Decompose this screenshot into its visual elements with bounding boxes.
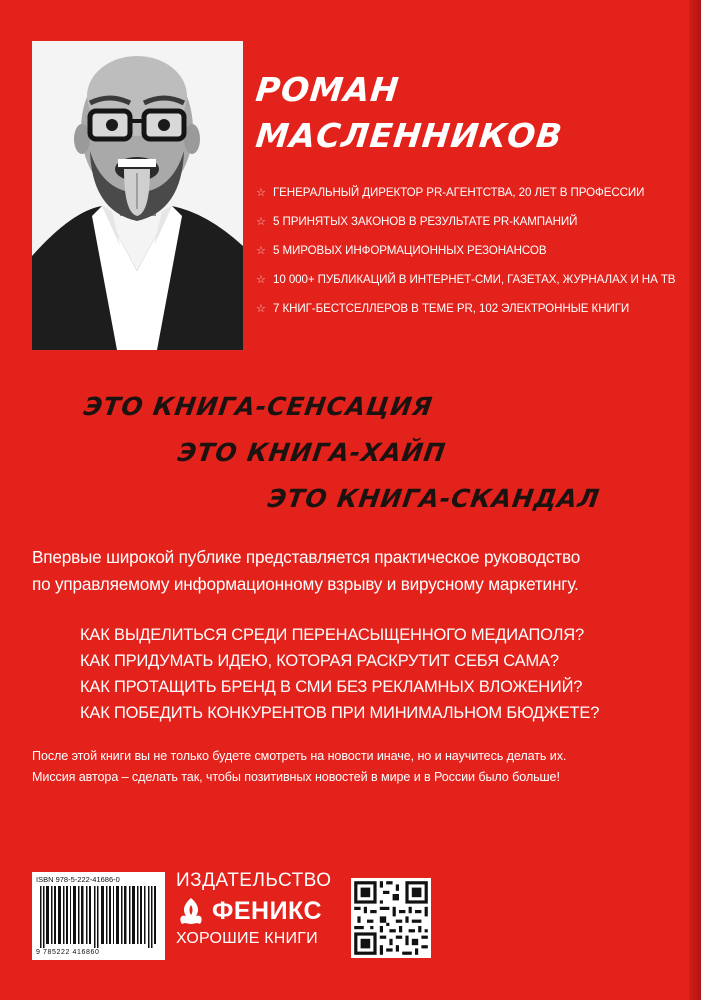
outro-line: Миссия автора – сделать так, чтобы позитивных новостей в мире и в России было больше! — [32, 770, 560, 784]
questions-list — [80, 622, 680, 726]
barcode-icon — [40, 886, 158, 948]
question-item: КАК ПОБЕДИТЬ КОНКУРЕНТОВ ПРИ МИНИМАЛЬНОМ БЮДЖЕТЕ? — [80, 704, 600, 722]
outro-paragraph — [32, 746, 682, 788]
author-photo — [32, 41, 243, 350]
credential-item — [256, 236, 676, 265]
qr-code[interactable] — [351, 878, 431, 958]
author-portrait-illustration — [32, 41, 243, 350]
barcode-digits: 9 785222 416860 — [36, 949, 100, 956]
credential-text: 10 000+ ПУБЛИКАЦИЙ В ИНТЕРНЕТ-СМИ, ГАЗЕТАХ, ЖУРНАЛАХ И НА ТВ — [273, 273, 676, 286]
phoenix-logo-icon — [176, 896, 206, 926]
credential-text: 7 КНИГ-БЕСТСЕЛЛЕРОВ В ТЕМЕ PR, 102 ЭЛЕКТРОННЫЕ КНИГИ — [273, 302, 630, 315]
publisher-block — [176, 870, 341, 948]
publisher-name: ФЕНИКС — [212, 896, 323, 925]
slogan-scandal: ЭТО КНИГА-СКАНДАЛ — [265, 484, 602, 513]
credential-item — [256, 207, 676, 236]
author-first-name: РОМАН — [253, 70, 402, 109]
question-item: КАК ВЫДЕЛИТЬСЯ СРЕДИ ПЕРЕНАСЫЩЕННОГО МЕДИАПОЛЯ? — [80, 626, 584, 644]
credential-text: 5 МИРОВЫХ ИНФОРМАЦИОННЫХ РЕЗОНАНСОВ — [273, 244, 547, 257]
credential-item — [256, 294, 676, 323]
credential-item — [256, 265, 676, 294]
star-icon: ☆ — [256, 245, 266, 257]
author-credentials — [256, 178, 676, 323]
question-item: КАК ПРИДУМАТЬ ИДЕЮ, КОТОРАЯ РАСКРУТИТ СЕБЯ САМА? — [80, 652, 559, 670]
author-last-name: МАСЛЕННИКОВ — [253, 116, 565, 155]
publisher-logo — [176, 896, 341, 926]
credential-item — [256, 178, 676, 207]
star-icon: ☆ — [256, 274, 266, 286]
publisher-tagline: ХОРОШИЕ КНИГИ — [176, 930, 318, 947]
star-icon: ☆ — [256, 187, 266, 199]
slogan-sensation: ЭТО КНИГА-СЕНСАЦИЯ — [81, 392, 435, 421]
star-icon: ☆ — [256, 216, 266, 228]
intro-line: по управляемому информационному взрыву и вирусному маркетингу. — [32, 574, 579, 594]
intro-paragraph — [32, 544, 672, 598]
star-icon: ☆ — [256, 303, 266, 315]
credential-text: ГЕНЕРАЛЬНЫЙ ДИРЕКТОР PR-АГЕНТСТВА, 20 ЛЕТ В ПРОФЕССИИ — [273, 186, 645, 199]
question-item: КАК ПРОТАЩИТЬ БРЕНД В СМИ БЕЗ РЕКЛАМНЫХ ВЛОЖЕНИЙ? — [80, 678, 583, 696]
credential-text: 5 ПРИНЯТЫХ ЗАКОНОВ В РЕЗУЛЬТАТЕ PR-КАМПАНИЙ — [273, 215, 578, 228]
isbn-number: ISBN 978-5-222-41686-0 — [36, 875, 120, 884]
outro-line: После этой книги вы не только будете смотреть на новости иначе, но и научитесь делать их. — [32, 749, 567, 763]
publisher-label: ИЗДАТЕЛЬСТВО — [176, 870, 332, 891]
qr-code-icon — [351, 878, 431, 958]
isbn-barcode — [32, 872, 165, 960]
slogan-hype: ЭТО КНИГА-ХАЙП — [175, 438, 448, 467]
intro-line: Впервые широкой публике представляется практическое руководство — [32, 547, 581, 567]
cover-edge — [689, 0, 701, 1000]
